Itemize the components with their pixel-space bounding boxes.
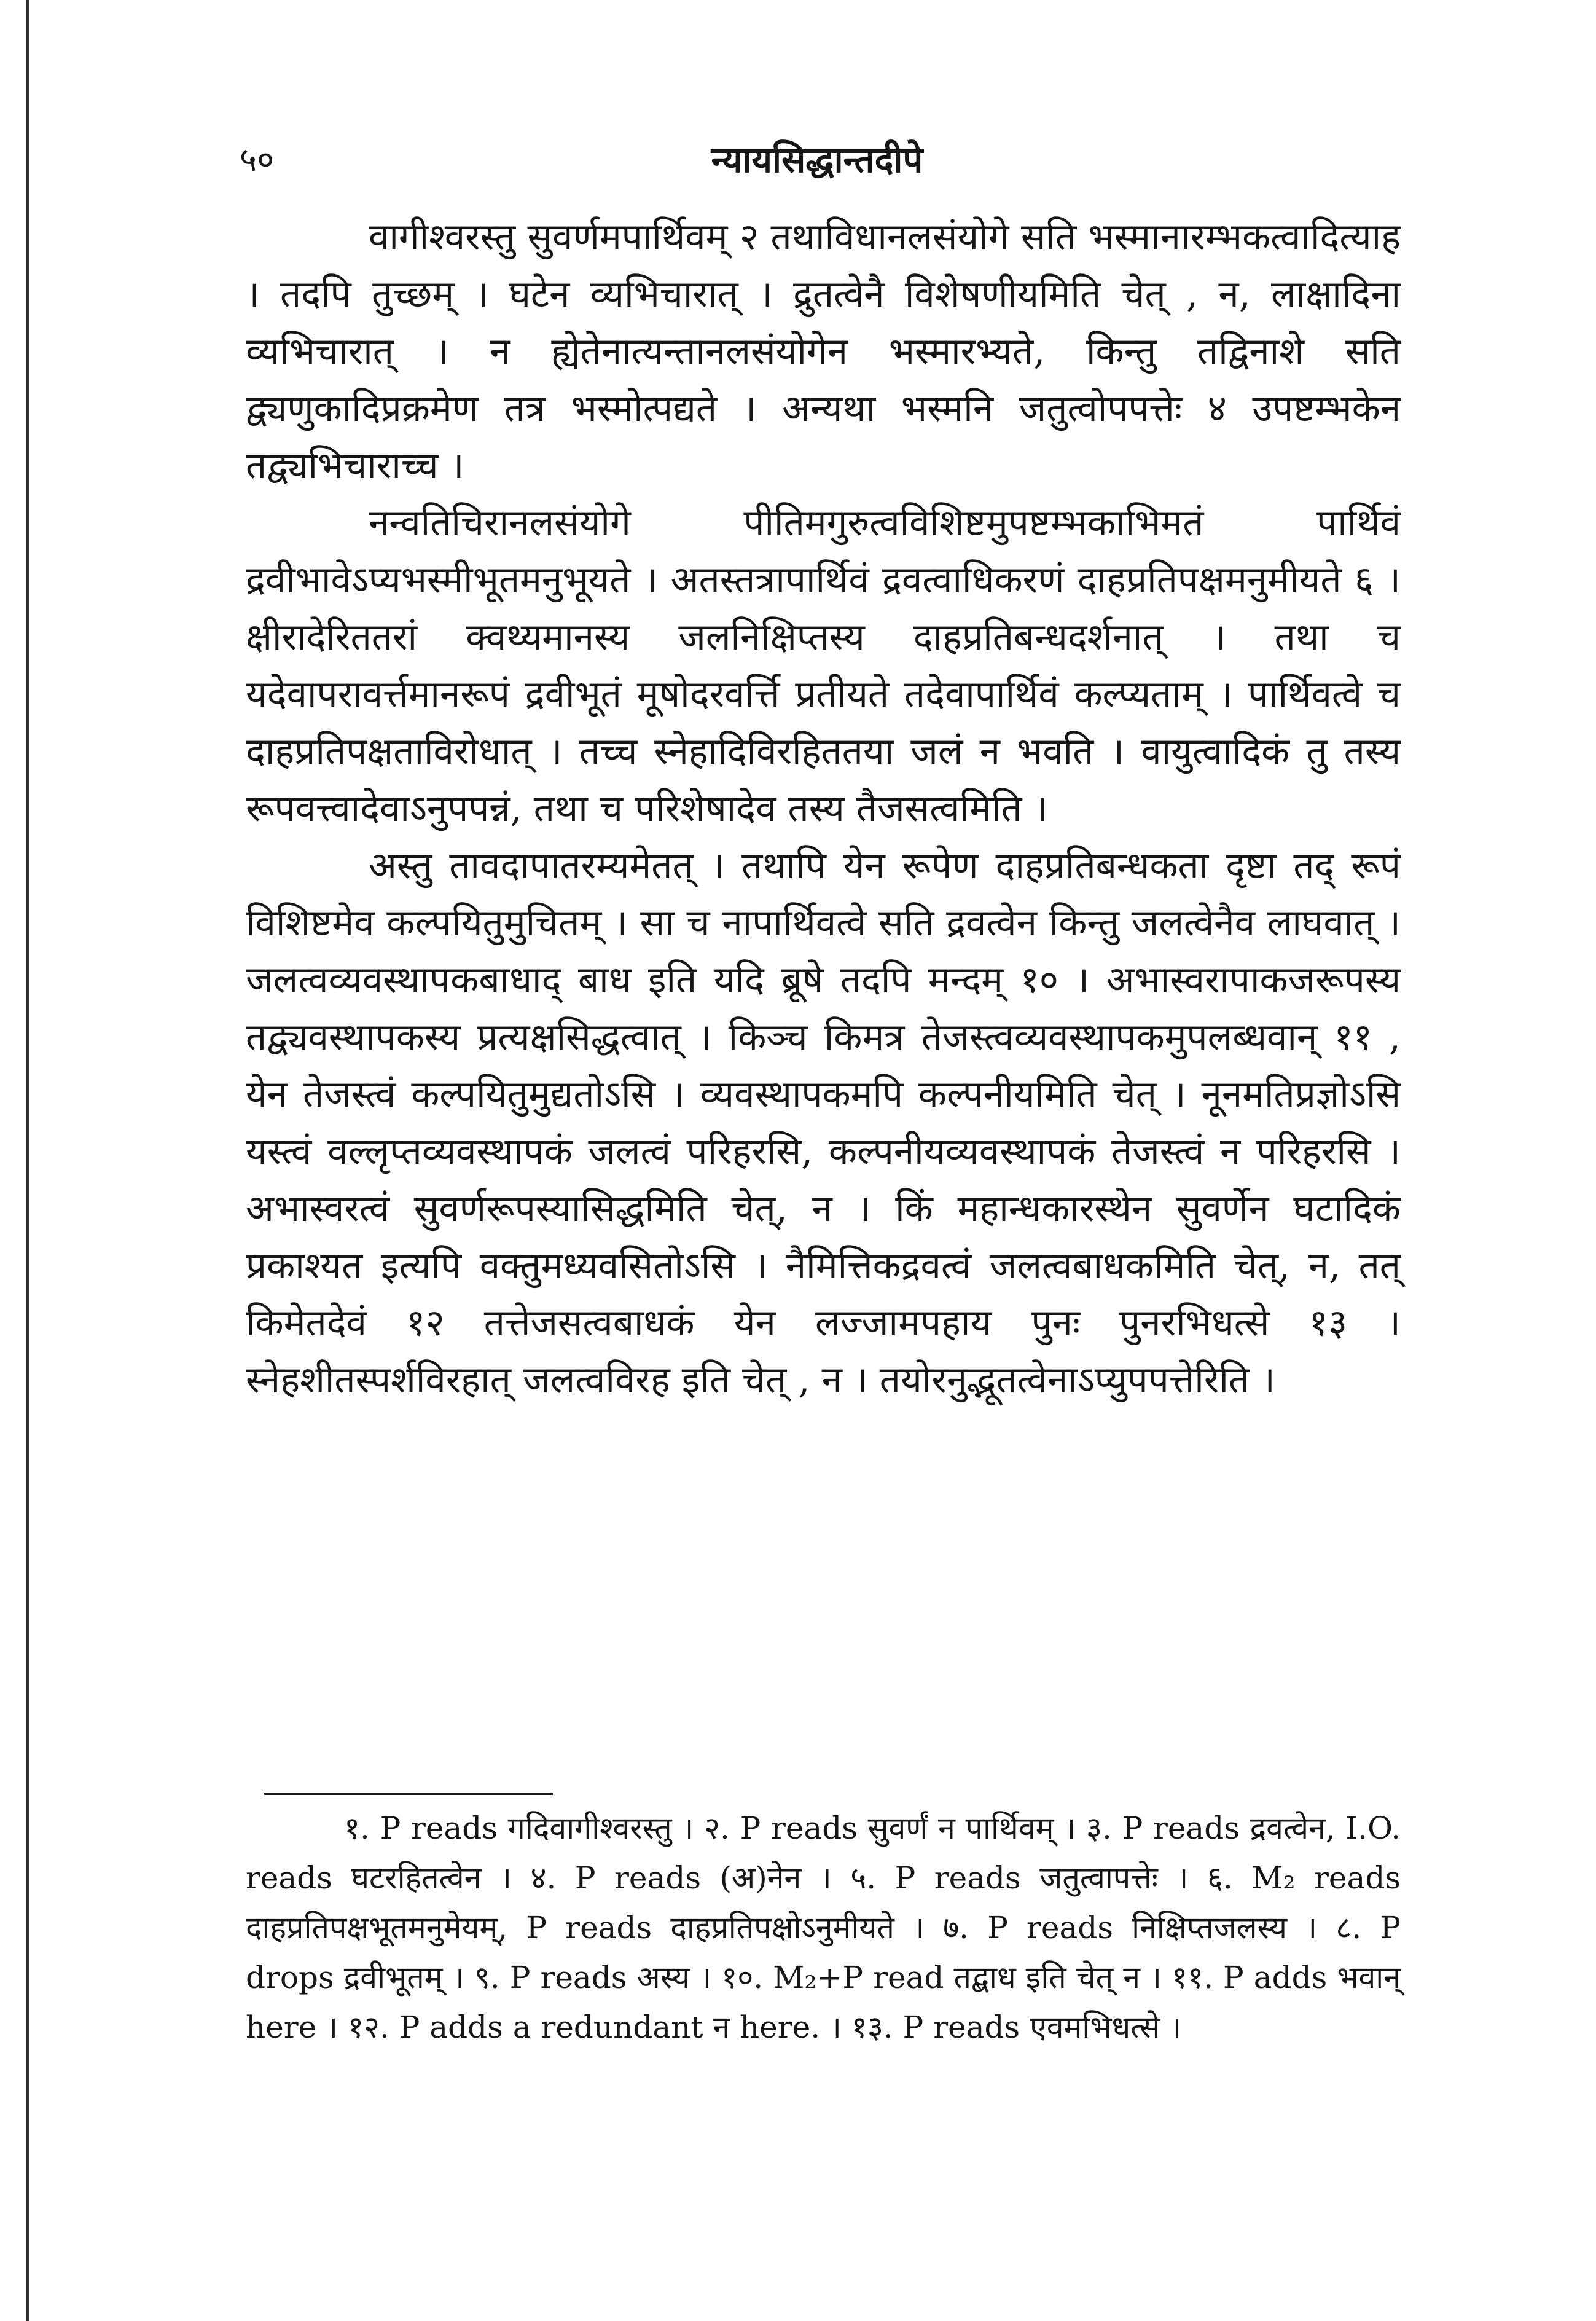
footnotes: १. P reads गदिवागीश्वरस्तु । २. P reads सुवर्णं न पार्थिवम् । ३. P reads द्रवत्वेन, I.O. reads घटरहितत्वेन । ४. P reads (अ)नेन । ५. P reads जतुत्वापत्तेः । ६. M₂ reads दाहप्रतिपक्षभूतमनुमेयम्, P reads दाहप्रतिपक्षोऽनुमीयते । ७. P reads निक्षिप्तजलस्य । ८. P drops द्रवीभूतम् । ९. P reads अस्य । १०. M₂+P read तद्बाध इति चेत् न । ११. P adds भवान् here । १२. P adds a redundant न here. । १३. P reads एवमभिधत्से ।: [246, 1810, 1401, 2045]
paragraph-1: वागीश्वरस्तु सुवर्णमपार्थिवम् २ तथाविधानलसंयोगे सति भस्मानारम्भकत्वादित्याह । तदपि तुच्छम् । घटेन व्यभिचारात् । द्रुतत्वेनै विशेषणीयमिति चेत् , न, लाक्षादिना व्यभिचारात् । न ह्येतेनात्यन्तानलसंयोगेन भस्मारभ्यते, किन्तु तद्विनाशे सति द्व्यणुकादिप्रक्रमेण तत्र भस्मोत्पद्यते । अन्यथा भस्मनि जतुत्वोपपत्तेः ४ उपष्टम्भकेन तद्व्यभिचाराच्च ।: [246, 216, 1401, 487]
paragraph-3: अस्तु तावदापातरम्यमेतत् । तथापि येन रूपेण दाहप्रतिबन्धकता दृष्टा तद् रूपं विशिष्टमेव कल्पयितुमुचितम् । सा च नापार्थिवत्वे सति द्रवत्वेन किन्तु जलत्वेनैव लाघवात् । जलत्वव्यवस्थापकबाधाद् बाध इति यदि ब्रूषे तदपि मन्दम् १० । अभास्वरापाकजरूपस्य तद्व्यवस्थापकस्य प्रत्यक्षसिद्धत्वात् । किञ्च किमत्र तेजस्त्वव्यवस्थापकमुपलब्धवान् ११ , येन तेजस्त्वं कल्पयितुमुद्यतोऽसि । व्यवस्थापकमपि कल्पनीयमिति चेत् । नूनमतिप्रज्ञोऽसि यस्त्वं वल्लृप्तव्यवस्थापकं जलत्वं परिहरसि, कल्पनीयव्यवस्थापकं तेजस्त्वं न परिहरसि । अभास्वरत्वं सुवर्णरूपस्यासिद्धमिति चेत्, न । किं महान्धकारस्थेन सुवर्णेन घटादिकं प्रकाश्यत इत्यपि वक्तुमध्यवसितोऽसि । नैमित्तिकद्रवत्वं जलत्वबाधकमिति चेत्, न, तत् किमेतदेवं १२ तत्तेजसत्वबाधकं येन लज्जामपहाय पुनः पुनरभिधत्से १३ । स्नेहशीतस्पर्शविरहात् जलत्वविरह इति चेत् , न । तयोरनुद्भूतत्वेनाऽप्युपपत्तेरिति ।: [246, 844, 1401, 1402]
paragraph-2: नन्वतिचिरानलसंयोगे पीतिमगुरुत्वविशिष्टमुपष्टम्भकाभिमतं पार्थिवं द्रवीभावेऽप्यभस्मीभूतमनुभूयते । अतस्तत्रापार्थिवं द्रवत्वाधिकरणं दाहप्रतिपक्षमनुमीयते ६ । क्षीरादेरिततरां क्वथ्यमानस्य जलनिक्षिप्तस्य दाहप्रतिबन्धदर्शनात् । तथा च यदेवापरावर्त्तमानरूपं द्रवीभूतं मूषोदरवर्त्ति प्रतीयते तदेवापार्थिवं कल्प्यताम् । पार्थिवत्वे च दाहप्रतिपक्षताविरोधात् । तच्च स्नेहादिविरहिततया जलं न भवति । वायुत्वादिकं तु तस्य रूपवत्त्वादेवाऽनुपपन्नं, तथा च परिशेषादेव तस्य तैजसत्वमिति ।: [246, 501, 1401, 830]
page-number: ५०: [240, 140, 275, 179]
running-title: न्यायसिद्धान्तदीपे: [711, 139, 923, 181]
page-header: [240, 132, 1395, 187]
main-text: [246, 209, 1401, 1409]
binding-edge: [26, 0, 29, 2321]
footnote-separator: [264, 1793, 553, 1795]
